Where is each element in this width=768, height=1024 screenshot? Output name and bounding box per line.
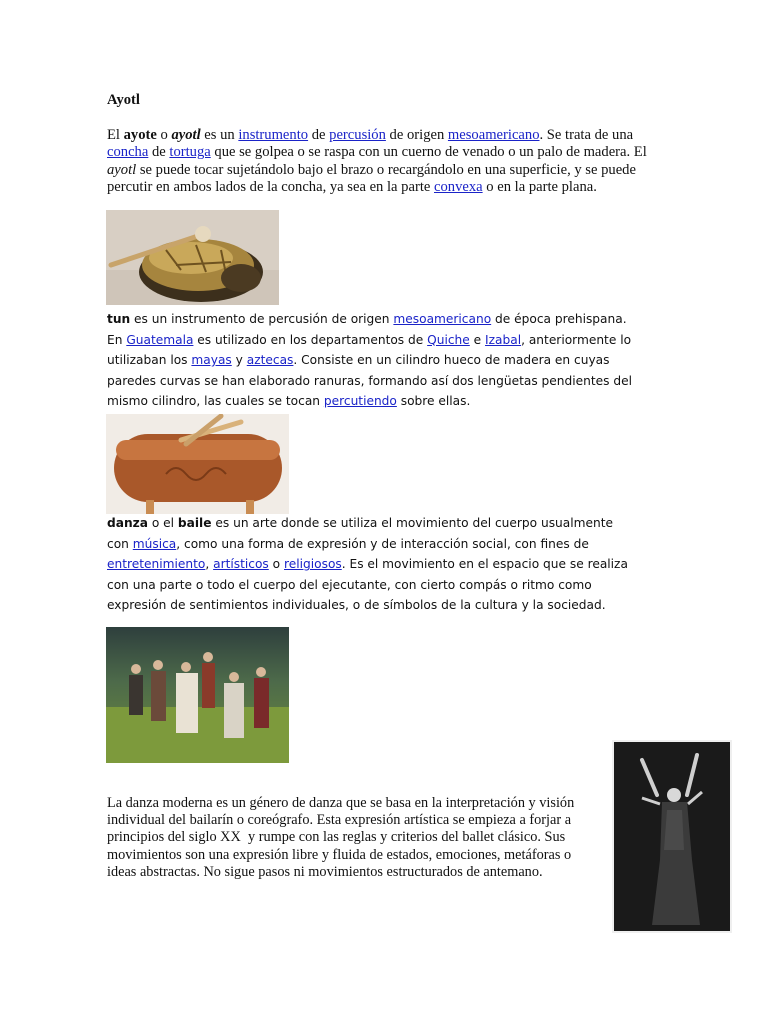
link-concha[interactable]: concha <box>107 144 149 161</box>
tun-drum-photo <box>106 414 289 514</box>
text-line: La danza moderna es un género de danza que se basa en la interpretación y visión <box>107 795 575 811</box>
link-convexa[interactable]: convexa <box>434 179 483 196</box>
term-baile: baile <box>177 516 212 530</box>
text-line: principios del siglo XX y rumpe con las reglas y criterios del ballet clásico. Sus <box>107 829 566 846</box>
link-musica[interactable]: música <box>132 536 177 551</box>
link-instrumento[interactable]: instrumento <box>238 127 309 143</box>
link-mesoamericano[interactable]: mesoamericano <box>447 127 540 143</box>
link-quiche[interactable]: Quiche <box>427 332 470 347</box>
link-guatemala[interactable]: Guatemala <box>126 332 194 347</box>
link-religiosos[interactable]: religiosos <box>284 557 342 572</box>
turtle-shell-ayotl-photo <box>106 210 279 305</box>
text-line: individual del bailarín o coreógrafo. Esta expresión artística se empieza a forjar a <box>107 812 572 829</box>
link-artisticos[interactable]: artísticos <box>213 557 269 572</box>
modern-dancer-photo <box>612 740 732 933</box>
link-mesoamericano-2[interactable]: mesoamericano <box>393 312 492 326</box>
link-tortuga[interactable]: tortuga <box>169 144 211 161</box>
tun-paragraph: tun es un instrumento de percusión de origen mesoamericano de época prehispana. En Guatemala es utilizado en los departamentos de Quiche e Izabal, anteriormente lo utilizaban los mayas y aztecas. Consiste en un cilindro hueco de madera en cuyas paredes curvas se han elaborado ranuras, formando así dos lengüetas pendientes del mismo cilindro, las cuales se tocan percutiendo sobre ellas. <box>107 312 632 409</box>
link-percusion[interactable]: percusión <box>329 127 386 143</box>
ayotl-paragraph: El ayote o ayotl es un instrumento de percusión de origen mesoamericano. Se trata de una concha de tortuga que se golpea o se raspa con un cuerno de venado o un palo de madera. El ayotl se puede tocar sujetándolo bajo el brazo o recargándolo en una superficie, y se puede percutir en ambos lados de la concha, ya sea en la parte convexa o en la parte plana. <box>107 127 647 196</box>
term-danza: danza <box>107 516 148 530</box>
text-line: ideas abstractas. No sigue pasos ni movimientos estructurados de antemano. <box>107 863 543 880</box>
danza-paragraph: danza o el baile es un arte donde se utiliza el movimiento del cuerpo usualmente con música, como una forma de expresión y de interacción social, con fines de entretenimiento, artísticos o religiosos. Es el movimiento en el espacio que se realiza con una parte o todo el cuerpo del ejecutante, con cierto compás o ritmo como expresión de sentimientos individuales, o de símbolos de la cultura y la sociedad. <box>107 516 628 613</box>
text-line: movimientos son una expresión libre y fluida de estados, emociones, metáforas o <box>107 846 572 863</box>
term-ayotl: ayotl <box>171 127 201 143</box>
link-aztecas[interactable]: aztecas <box>246 353 294 368</box>
link-izabal[interactable]: Izabal <box>485 332 522 347</box>
term-tun: tun <box>107 312 131 326</box>
children-dancing-painting <box>106 627 289 763</box>
link-entretenimiento[interactable]: entretenimiento <box>107 557 206 572</box>
link-mayas[interactable]: mayas <box>191 353 232 368</box>
danza-moderna-paragraph <box>107 795 607 881</box>
page-title: Ayotl <box>107 92 140 108</box>
link-percutiendo[interactable]: percutiendo <box>323 394 397 409</box>
term-ayote: ayote <box>123 127 157 143</box>
